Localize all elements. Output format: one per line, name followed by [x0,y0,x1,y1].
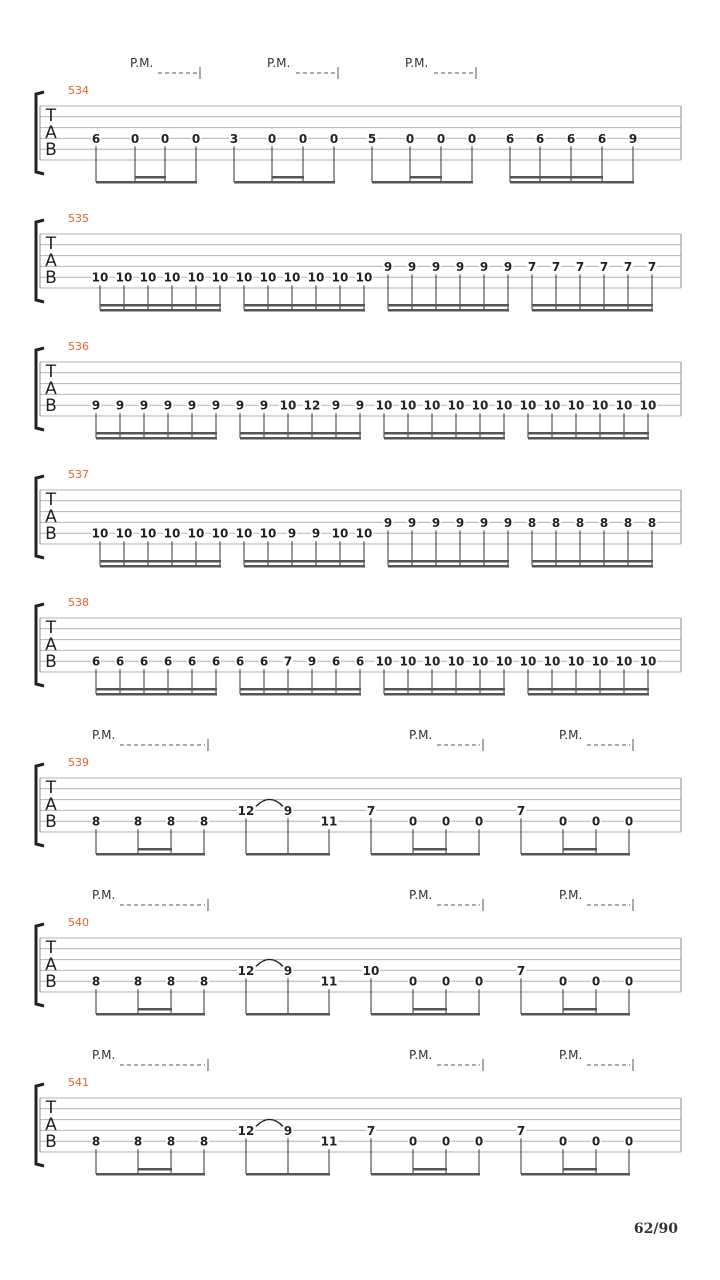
tab-clef-letter: A [45,251,57,271]
tab-clef-letter: A [45,635,57,655]
beam-primary [100,309,221,312]
fret-number: 10 [307,270,325,285]
fret-number: 9 [407,515,417,530]
beam-secondary [528,688,649,691]
fret-number: 10 [362,963,380,978]
palm-mute-label: P.M. [92,728,116,742]
fret-number: 9 [91,398,101,413]
tab-clef-letter: A [45,1115,57,1135]
beat-group [229,132,339,184]
beam-secondary [96,688,217,691]
fret-number: 9 [311,526,321,541]
fret-number: 0 [408,974,418,989]
fret-number: 10 [639,654,657,669]
fret-number: 7 [366,1123,376,1138]
fret-number: 10 [283,270,301,285]
fret-number: 10 [355,270,373,285]
fret-number: 10 [91,526,109,541]
fret-number: 9 [503,259,513,274]
fret-number: 9 [628,131,638,146]
fret-number: 7 [575,259,585,274]
tab-clef-letter: T [45,1098,57,1118]
beat-group [362,964,484,1016]
fret-number: 8 [551,515,561,530]
tab-clef-letter: T [45,106,57,126]
beam-primary [246,1173,330,1176]
fret-number: 6 [91,131,101,146]
fret-number: 0 [474,1134,484,1149]
fret-number: 6 [187,654,197,669]
fret-number: 9 [455,515,465,530]
beam-primary [244,565,365,568]
fret-number: 9 [139,398,149,413]
beat-group [383,260,513,312]
fret-number: 8 [199,1134,209,1149]
fret-number: 0 [298,131,308,146]
beam-secondary [244,560,365,563]
fret-number: 8 [527,515,537,530]
measure-number: 539 [68,756,89,769]
fret-number: 9 [479,515,489,530]
beam-primary [528,437,649,440]
beam-secondary [244,304,365,307]
fret-number: 10 [543,398,561,413]
tab-system-535 [36,212,681,312]
fret-number: 6 [355,654,365,669]
fret-number: 9 [383,515,393,530]
beam-secondary [510,176,603,179]
beam-secondary [138,1008,172,1011]
fret-number: 0 [558,814,568,829]
fret-number: 10 [279,398,297,413]
fret-number: 0 [191,131,201,146]
beam-primary [528,693,649,696]
fret-number: 10 [423,654,441,669]
palm-mute-label: P.M. [92,888,116,902]
fret-number: 8 [623,515,633,530]
beam-secondary [563,1168,597,1171]
fret-number: 7 [516,1123,526,1138]
fret-number: 0 [474,974,484,989]
beam-primary [532,309,653,312]
beam-primary [521,1173,630,1176]
fret-number: 6 [566,131,576,146]
beam-primary [96,1173,205,1176]
fret-number: 10 [567,398,585,413]
tab-clef-letter: B [45,268,57,288]
beat-group [527,260,657,312]
fret-number: 10 [447,654,465,669]
fret-number: 6 [535,131,545,146]
beam-secondary [532,304,653,307]
fret-number: 10 [375,398,393,413]
fret-number: 10 [259,270,277,285]
tab-system-539 [36,728,681,856]
fret-number: 0 [558,1134,568,1149]
tab-clef-letter: T [45,234,57,254]
palm-mute-label: P.M. [559,888,583,902]
fret-number: 10 [519,654,537,669]
beat-group [516,964,634,1016]
fret-number: 9 [283,1123,293,1138]
fret-number: 7 [551,259,561,274]
beam-secondary [388,560,509,563]
fret-number: 9 [211,398,221,413]
tab-clef-letter: B [45,396,57,416]
beam-primary [96,1013,205,1016]
beat-group [367,132,477,184]
fret-number: 10 [615,398,633,413]
beam-secondary [135,176,166,179]
tab-clef-letter: T [45,938,57,958]
fret-number: 12 [303,398,321,413]
page-number: 62/90 [633,1221,678,1237]
fret-number: 10 [591,654,609,669]
fret-number: 8 [166,814,176,829]
fret-number: 8 [166,1134,176,1149]
beam-secondary [240,688,361,691]
fret-number: 0 [405,131,415,146]
fret-number: 8 [199,974,209,989]
measure-number: 541 [68,1076,89,1089]
fret-number: 10 [163,270,181,285]
tab-clef-letter: B [45,812,57,832]
fret-number: 10 [139,526,157,541]
fret-number: 0 [436,131,446,146]
fret-number: 10 [471,398,489,413]
beam-secondary [384,432,505,435]
fret-number: 9 [331,398,341,413]
fret-number: 8 [133,974,143,989]
fret-number: 8 [91,974,101,989]
fret-number: 10 [615,654,633,669]
fret-number: 0 [408,1134,418,1149]
beam-primary [240,437,361,440]
beam-primary [521,853,630,856]
fret-number: 10 [375,654,393,669]
fret-number: 9 [283,803,293,818]
fret-number: 8 [133,814,143,829]
fret-number: 10 [331,270,349,285]
fret-number: 10 [639,398,657,413]
tab-clef-letter: B [45,652,57,672]
fret-number: 12 [237,963,255,978]
beam-secondary [563,1008,597,1011]
fret-number: 7 [647,259,657,274]
measure-number: 538 [68,596,89,609]
tab-clef-letter: A [45,795,57,815]
fret-number: 10 [355,526,373,541]
fret-number: 10 [331,526,349,541]
beam-secondary [410,176,442,179]
fret-number: 7 [366,803,376,818]
fret-number: 8 [133,1134,143,1149]
fret-number: 8 [647,515,657,530]
fret-number: 8 [599,515,609,530]
fret-number: 8 [91,1134,101,1149]
slur [256,799,283,806]
fret-number: 10 [495,398,513,413]
beat-group [91,132,201,184]
fret-number: 10 [115,270,133,285]
fret-number: 10 [543,654,561,669]
tab-clef-letter: B [45,524,57,544]
fret-number: 10 [399,398,417,413]
fret-number: 9 [115,398,125,413]
beam-secondary [100,560,221,563]
fret-number: 0 [467,131,477,146]
fret-number: 10 [235,526,253,541]
tab-system-536 [36,340,681,440]
fret-number: 0 [474,814,484,829]
measure-number: 534 [68,84,89,97]
measure-number: 535 [68,212,89,225]
fret-number: 10 [163,526,181,541]
fret-number: 6 [139,654,149,669]
beat-group [237,1119,338,1175]
beam-secondary [388,304,509,307]
beam-primary [371,1173,480,1176]
beam-primary [96,693,217,696]
fret-number: 10 [187,526,205,541]
palm-mute-label: P.M. [409,1048,433,1062]
beam-secondary [138,1168,172,1171]
fret-number: 10 [211,526,229,541]
beam-primary [384,437,505,440]
fret-number: 7 [599,259,609,274]
beam-secondary [413,848,447,851]
fret-number: 5 [367,131,377,146]
measure-number: 540 [68,916,89,929]
beam-secondary [240,432,361,435]
fret-number: 0 [591,814,601,829]
fret-number: 6 [163,654,173,669]
tab-clef-letter: B [45,140,57,160]
tab-clef-letter: A [45,123,57,143]
fret-number: 11 [320,814,338,829]
fret-number: 10 [447,398,465,413]
beat-group [505,132,638,184]
fret-number: 0 [329,131,339,146]
beat-group [237,959,338,1015]
tab-clef-letter: T [45,778,57,798]
tab-system-534 [36,56,681,184]
fret-number: 9 [431,515,441,530]
fret-number: 0 [624,814,634,829]
fret-number: 0 [591,974,601,989]
beam-primary [372,181,473,184]
fret-number: 10 [495,654,513,669]
beam-secondary [272,176,304,179]
beam-primary [100,565,221,568]
tab-clef-letter: A [45,955,57,975]
fret-number: 9 [479,259,489,274]
beam-primary [246,853,330,856]
fret-number: 9 [187,398,197,413]
fret-number: 8 [575,515,585,530]
fret-number: 0 [558,974,568,989]
slur [256,959,283,966]
fret-number: 0 [624,1134,634,1149]
beam-primary [96,853,205,856]
beat-group [237,799,338,855]
fret-number: 9 [407,259,417,274]
fret-number: 7 [527,259,537,274]
fret-number: 0 [130,131,140,146]
fret-number: 6 [331,654,341,669]
tab-system-540 [36,888,681,1016]
palm-mute-label: P.M. [130,56,154,70]
tab-system-537 [36,468,681,568]
fret-number: 10 [211,270,229,285]
palm-mute-label: P.M. [559,728,583,742]
fret-number: 10 [591,398,609,413]
fret-number: 12 [237,803,255,818]
fret-number: 0 [441,974,451,989]
measure-number: 537 [68,468,89,481]
fret-number: 6 [235,654,245,669]
tab-clef-letter: T [45,618,57,638]
beam-primary [371,1013,480,1016]
palm-mute-label: P.M. [92,1048,116,1062]
beam-primary [371,853,480,856]
fret-number: 6 [597,131,607,146]
fret-number: 10 [91,270,109,285]
fret-number: 7 [516,803,526,818]
beat-group [366,804,484,856]
beam-secondary [413,1008,447,1011]
fret-number: 9 [259,398,269,413]
beat-group [383,516,513,568]
palm-mute-label: P.M. [409,888,433,902]
beat-group [516,1124,634,1176]
beam-primary [96,437,217,440]
fret-number: 10 [187,270,205,285]
beam-primary [532,565,653,568]
fret-number: 0 [441,814,451,829]
beam-primary [244,309,365,312]
tab-clef-letter: B [45,1132,57,1152]
beam-secondary [528,432,649,435]
fret-number: 9 [163,398,173,413]
palm-mute-label: P.M. [559,1048,583,1062]
fret-number: 10 [471,654,489,669]
fret-number: 9 [431,259,441,274]
fret-number: 0 [591,1134,601,1149]
fret-number: 8 [166,974,176,989]
fret-number: 10 [235,270,253,285]
fret-number: 0 [624,974,634,989]
fret-number: 0 [267,131,277,146]
fret-number: 9 [235,398,245,413]
beam-primary [510,181,634,184]
beam-primary [388,565,509,568]
tab-clef-letter: T [45,490,57,510]
fret-number: 9 [355,398,365,413]
fret-number: 10 [567,654,585,669]
fret-number: 6 [259,654,269,669]
fret-number: 9 [503,515,513,530]
beam-primary [96,181,197,184]
beam-secondary [563,848,597,851]
fret-number: 10 [423,398,441,413]
tab-clef-letter: A [45,507,57,527]
fret-number: 9 [287,526,297,541]
beam-secondary [100,304,221,307]
fret-number: 11 [320,1134,338,1149]
fret-number: 10 [115,526,133,541]
fret-number: 3 [229,131,239,146]
fret-number: 7 [516,963,526,978]
beam-secondary [413,1168,447,1171]
fret-number: 10 [519,398,537,413]
fret-number: 12 [237,1123,255,1138]
beam-primary [234,181,335,184]
fret-number: 7 [283,654,293,669]
palm-mute-label: P.M. [267,56,291,70]
beam-primary [521,1013,630,1016]
fret-number: 6 [211,654,221,669]
beam-secondary [384,688,505,691]
fret-number: 0 [160,131,170,146]
beam-primary [384,693,505,696]
measure-number: 536 [68,340,89,353]
beam-secondary [532,560,653,563]
fret-number: 6 [115,654,125,669]
fret-number: 8 [199,814,209,829]
tab-system-541 [36,1048,681,1176]
fret-number: 8 [91,814,101,829]
fret-number: 10 [399,654,417,669]
palm-mute-label: P.M. [405,56,429,70]
tab-clef-letter: T [45,362,57,382]
fret-number: 7 [623,259,633,274]
fret-number: 9 [283,963,293,978]
beam-primary [246,1013,330,1016]
beam-secondary [96,432,217,435]
beat-group [516,804,634,856]
beat-group [527,516,657,568]
tab-clef-letter: A [45,379,57,399]
fret-number: 6 [91,654,101,669]
tab-clef-letter: B [45,972,57,992]
fret-number: 11 [320,974,338,989]
beam-primary [388,309,509,312]
tab-system-538 [36,596,681,696]
fret-number: 9 [307,654,317,669]
fret-number: 10 [139,270,157,285]
beam-secondary [138,848,172,851]
beam-primary [240,693,361,696]
fret-number: 9 [383,259,393,274]
palm-mute-label: P.M. [409,728,433,742]
beat-group [366,1124,484,1176]
slur [256,1119,283,1126]
fret-number: 9 [455,259,465,274]
fret-number: 0 [441,1134,451,1149]
fret-number: 0 [408,814,418,829]
fret-number: 6 [505,131,515,146]
fret-number: 10 [259,526,277,541]
